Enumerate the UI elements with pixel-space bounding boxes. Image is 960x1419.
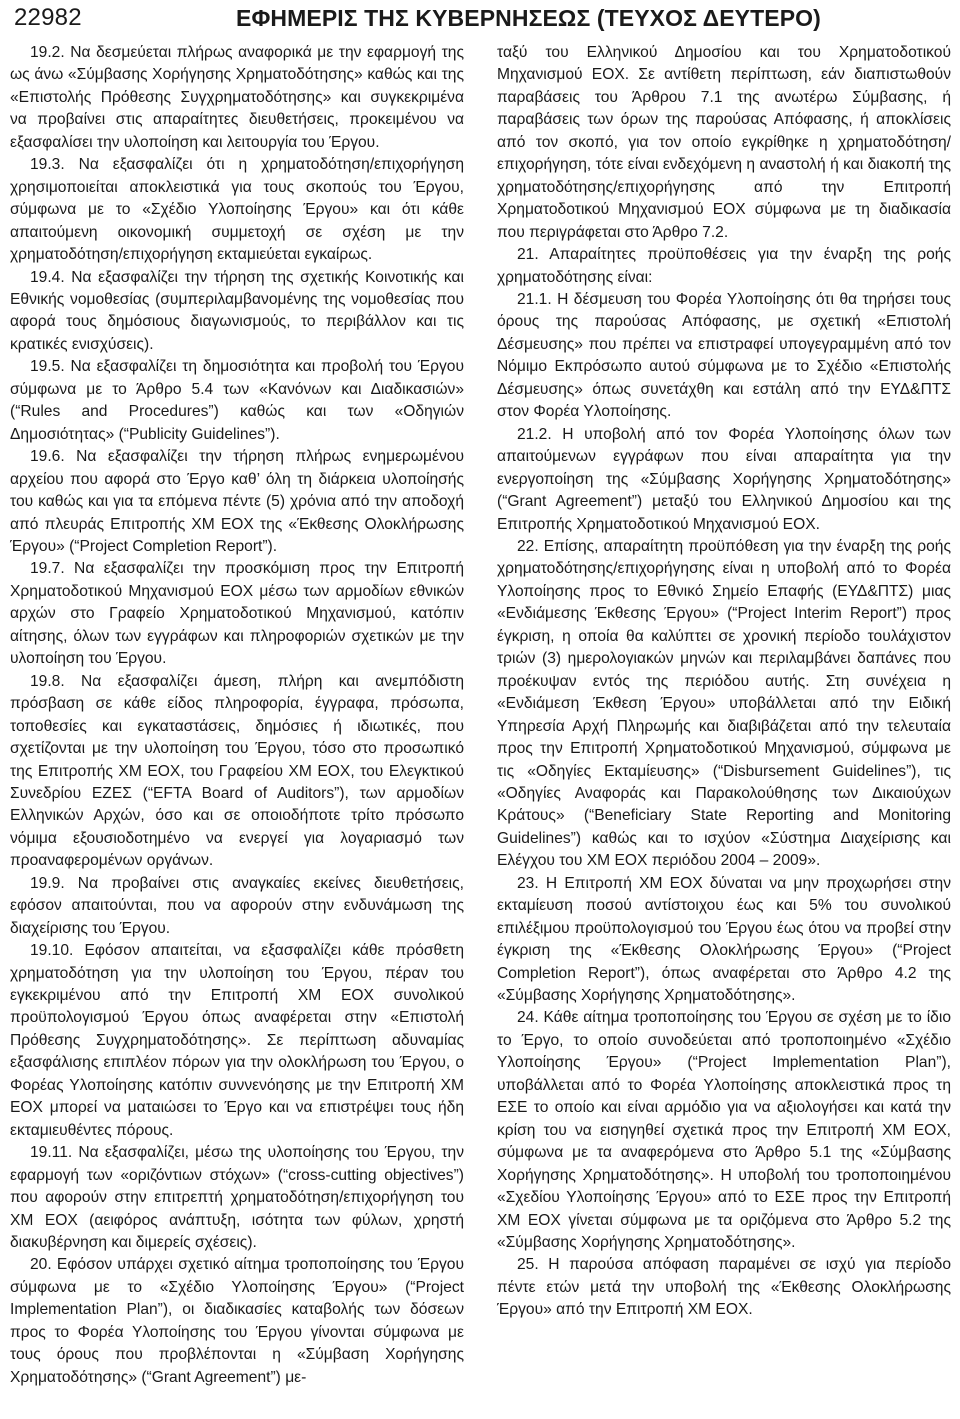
paragraph-23: 23. Η Επιτροπή ΧΜ ΕΟΧ δύναται να μην προχωρήσει στην εκταμίευση ποσού αντίστοιχου έως και 5% του συνολικού επιλέξιμου προϋπολογισμού του Έργου έως ότου να προβεί στην έγκριση της «Έκθεσης Ολοκλήρωσης Έργου» (“Project Completion Report”), όπως αναφέρεται στο Άρθρο 4.2 της «Σύμβασης Χορήγησης Χρηματοδότησης». <box>497 874 951 1005</box>
page-number: 22982 <box>14 4 82 31</box>
paragraph-19-11: 19.11. Να εξασφαλίζει, μέσω της υλοποίησης του Έργου, την εφαρμογή των «οριζόντιων στόχων» (“cross-cutting objectives”) που αφορούν στην επιτρεπτή χρηματοδότηση/επιχορήγηση του ΧΜ ΕΟΧ (αειφόρος ανάπτυξη, ισότητα των φύλων, χρηστή διακυβέρνηση και διμερείς σχέσεις). <box>10 1144 464 1252</box>
paragraph-20-continued: ταξύ του Ελληνικού Δημοσίου και του Χρηματοδοτικού Μηχανισμού ΕΟΧ. Σε αντίθετη περίπτωση, εάν διαπιστωθούν παραβάσεις του Άρθρου 7.1 της ανωτέρω Σύμβασης, ή παραβάσεις των όρων της παρούσας Απόφασης, ή αποκλίσεις από τον σκοπό, για τον οποίο εγκρίθηκε η χρηματοδότηση/επιχορήγηση, τότε είναι ενδεχόμενη η αναστολή ή και διακοπή της χρηματοδότησης/επιχορήγησης από την Επιτροπή Χρηματοδοτικού Μηχανισμού ΕΟΧ σύμφωνα με τη διαδικασία που περιγράφεται στο Άρθρο 7.2. <box>497 44 951 241</box>
paragraph-19-4: 19.4. Να εξασφαλίζει την τήρηση της σχετικής Κοινοτικής και Εθνικής νομοθεσίας (συμπεριλαμβανομένης της νομοθεσίας που αφορά τους δημόσιους διαγωνισμούς, το περιβάλλον και τις κρατικές ενισχύσεις). <box>10 268 464 353</box>
left-column <box>10 42 464 1389</box>
paragraph-25: 25. Η παρούσα απόφαση παραμένει σε ισχύ για περίοδο πέντε ετών μετά την υποβολή της «Έκθεσης Ολοκλήρωσης Έργου» από την Επιτροπή ΧΜ ΕΟΧ. <box>497 1256 951 1319</box>
paragraph-22: 22. Επίσης, απαραίτητη προϋπόθεση για την έναρξη της ροής χρηματοδότησης/επιχορήγησης είναι η υποβολή από το Φορέα Υλοποίησης προς το Εθνικό Σημείο Επαφής (ΕΥΔ&ΠΤΣ) μιας «Ενδιάμεσης Έκθεσης Έργου» (“Project Interim Report”) προς έγκριση, η οποία θα καλύπτει σε χρονική περίοδο τουλάχιστον τριών (3) ημερολογιακών μηνών και περιλαμβάνει δαπάνες που προέκυψαν εντός της περιόδου αυτής. Στη συνέχεια η «Ενδιάμεση Έκθεση Έργου» υποβάλλεται από την Ειδική Υπηρεσία Αρχή Πληρωμής και διαβιβάζεται από την τελευταία προς την Επιτροπή Χρηματοδοτικού Μηχανισμού, σύμφωνα με τις «Οδηγίες Εκταμίευσης» (“Disbursement Guidelines”), τις «Οδηγίες Αναφοράς και Παρακολούθησης των Δικαιούχων Κράτους» (“Beneficiary State Reporting and Monitoring Guidelines”) καθώς και το ισχύον «Σύστημα Διαχείρισης και Ελέγχου του ΧΜ ΕΟΧ περιόδου 2004 – 2009». <box>497 537 951 870</box>
paragraph-19-9: 19.9. Να προβαίνει στις αναγκαίες εκείνες διευθετήσεις, εφόσον απαιτούνται, που να αφορούν στην ενδυνάμωση της διαχείρισης του Έργου. <box>10 874 464 937</box>
paragraph-20: 20. Εφόσον υπάρχει σχετικό αίτημα τροποποίησης του Έργου σύμφωνα με το «Σχέδιο Υλοποίησης Έργου» (“Project Implementation Plan”), οι διαδικασίες καταβολής των δόσεων προς το Φορέα Υλοποίησης του Έργου γίνονται σύμφωνα με τους όρους που προβλέπονται η «Σύμβαση Χορήγησης Χρηματοδότησης» (“Grant Agreement”) με- <box>10 1256 464 1386</box>
paragraph-21-2: 21.2. Η υποβολή από τον Φορέα Υλοποίησης όλων των απαιτούμενων εγγράφων που είναι απαραίτητα για την ενεργοποίηση της «Σύμβασης Χορήγησης Χρηματοδότησης» (“Grant Agreement”) μεταξύ του Ελληνικού Δημοσίου και της Επιτροπής Χρηματοδοτικού Μηχανισμού ΕΟΧ. <box>497 425 951 533</box>
paragraph-19-5: 19.5. Να εξασφαλίζει τη δημοσιότητα και προβολή του Έργου σύμφωνα με το Άρθρο 5.4 των «Κανόνων και Διαδικασιών» (“Rules and Procedures”) καθώς και των «Οδηγιών Δημοσιότητας» (“Publicity Guidelines”). <box>10 358 464 443</box>
paragraph-19-2: 19.2. Να δεσμεύεται πλήρως αναφορικά με την εφαρμογή της ως άνω «Σύμβασης Χορήγησης Χρηματοδότησης» καθώς και της «Επιστολής Πρόθεσης Συγχρηματοδότησης» και συγκεκριμένα να προβαίνει στις απαραίτητες διευθετήσεις, προκειμένου να εξασφαλίσει την υλοποίηση και λειτουργία του Έργου. <box>10 44 464 151</box>
paragraph-21-1: 21.1. Η δέσμευση του Φορέα Υλοποίησης ότι θα τηρήσει τους όρους της παρούσας Απόφασης, με σχετική «Επιστολή Δέσμευσης» που πρέπει να επιστραφεί υπογεγραμμένη από τον Νόμιμο Εκπρόσωπο αυτού σύμφωνα με το Σχέδιο «Επιστολής Δέσμευσης» όπως συνετάχθη και εστάλη από την ΕΥΔ&ΠΤΣ στον Φορέα Υλοποίησης. <box>497 290 951 421</box>
paragraph-19-10: 19.10. Εφόσον απαιτείται, να εξασφαλίζει κάθε πρόσθετη χρηματοδότηση για την υλοποίηση του Έργου, πέραν του εγκεκριμένου από την Επιτροπή ΧΜ ΕΟΧ συνολικού προϋπολογισμού Έργου όπως αναφέρεται στην «Επιστολή Πρόθεσης Συγχρηματοδότησης». Σε περίπτωση αδυναμίας εξασφάλισης επιπλέον πόρων για την ολοκλήρωση του Έργου, ο Φορέας Υλοποίησης κατόπιν συννενόησης με την Επιτροπή ΧΜ ΕΟΧ μπορεί να ματαιώσει το Έργο και να επιστρέψει τους ήδη εκταμιευθέντες πόρους. <box>10 942 464 1139</box>
paragraph-19-6: 19.6. Να εξασφαλίζει την τήρηση πλήρως ενημερωμένου αρχείου που αφορά στο Έργο καθ’ όλη τη διάρκεια υλοποίησής του καθώς και για τα επόμενα πέντε (5) χρόνια από την αποδοχή από πλευράς Επιτροπής ΧΜ ΕΟΧ της «Έκθεσης Ολοκλήρωσης Έργου» (“Project Completion Report”). <box>10 448 464 555</box>
journal-title: ΕΦΗΜΕΡΙΣ ΤΗΣ ΚΥΒΕΡΝΗΣΕΩΣ (ΤΕΥΧΟΣ ΔΕΥΤΕΡΟ) <box>236 5 821 31</box>
paragraph-21: 21. Απαραίτητες προϋποθέσεις για την έναρξη της ροής χρηματοδότησης είναι: <box>497 246 951 286</box>
right-column <box>497 42 951 1322</box>
paragraph-19-8: 19.8. Να εξασφαλίζει άμεση, πλήρη και ανεμπόδιστη πρόσβαση σε κάθε είδος πληροφορία, έγγραφα, πρόσωπα, τοποθεσίες και εγκαταστάσεις, δημόσιες ή ιδιωτικές, που σχετίζονται με την υλοποίηση του Έργου, τόσο στο προσωπικό της Επιτροπής ΧΜ ΕΟΧ, του Γραφείου ΧΜ ΕΟΧ, του Ελεγκτικού Συνεδρίου ΕΖΕΣ (“EFTA Board of Auditors”), των αρμοδίων Ελληνικών Αρχών, όσο και σε οποιοδήποτε τρίτο πρόσωπο νόμιμα εξουσιοδοτημένο να ενεργεί για λογαριασμό των προαναφερομένων οργάνων. <box>10 672 464 870</box>
page-header <box>0 0 960 40</box>
paragraph-19-3: 19.3. Να εξασφαλίζει ότι η χρηματοδότηση/επιχορήγηση χρησιμοποιείται αποκλειστικά για τους σκοπούς του Έργου, σύμφωνα με το «Σχέδιο Υλοποίησης Έργου» και ότι κάθε απαιτούμενη οικονομική συμμετοχή σε σχέση με την χρηματοδότηση/επιχορήγηση εκταμιεύεται εγκαίρως. <box>10 156 464 264</box>
paragraph-24: 24. Κάθε αίτημα τροποποίησης του Έργου σε σχέση με το ίδιο το Έργο, το οποίο συνοδεύεται από τροποποιημένο «Σχέδιο Υλοποίησης Έργου» (“Project Implementation Plan”), υποβάλλεται από το Φορέα Υλοποίησης αποκλειστικά προς τη ΕΣΕ το οποίο και είναι αρμόδιο για να αξιολογήσει και κατά την κρίση του να εισηγηθεί σχετικά προς την Επιτροπή ΧΜ ΕΟΧ, σύμφωνα με τα αναφερόμενα στο Άρθρο 5.1 της «Σύμβασης Χορήγησης Χρηματοδότησης». Η υποβολή του τροποποιημένου «Σχεδίου Υλοποίησης Έργου» από το ΕΣΕ προς την Επιτροπή ΧΜ ΕΟΧ γίνεται σύμφωνα με τα οριζόμενα στο Άρθρο 5.2 της «Σύμβασης Χορήγησης Χρηματοδότησης». <box>497 1009 951 1252</box>
paragraph-19-7: 19.7. Να εξασφαλίζει την προσκόμιση προς την Επιτροπή Χρηματοδοτικού Μηχανισμού ΕΟΧ μέσω των αρμοδίων εθνικών αρχών στο Γραφείο Χρηματοδοτικού Μηχανισμού, κατόπιν αίτησης, όλων των εγγράφων και πληροφοριών σχετικών με την υλοποίηση του Έργου. <box>10 560 464 668</box>
